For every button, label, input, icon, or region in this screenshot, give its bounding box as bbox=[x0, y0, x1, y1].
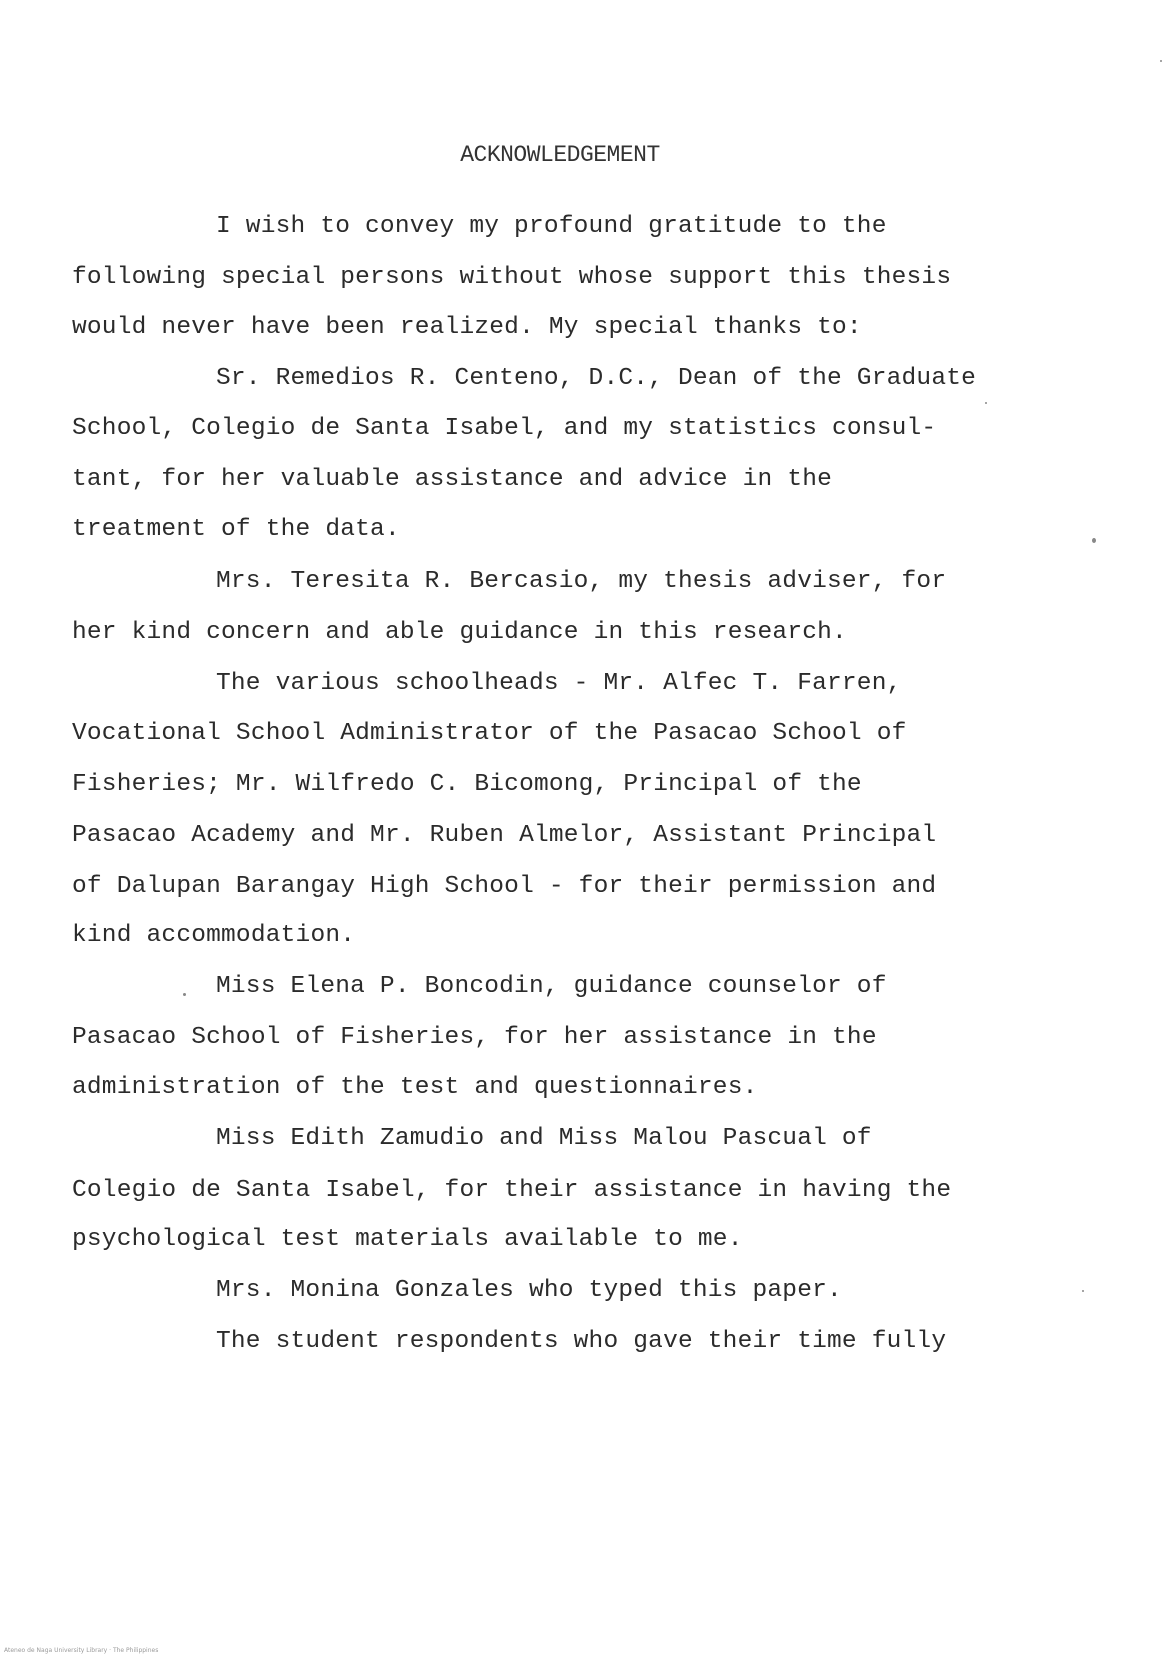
text-line: I wish to convey my profound gratitude to the bbox=[216, 213, 887, 240]
text-line: Pasacao Academy and Mr. Ruben Almelor, Assistant Principal bbox=[72, 822, 937, 849]
text-line: following special persons without whose support this thesis bbox=[72, 264, 952, 291]
scan-speck bbox=[1160, 60, 1162, 62]
text-line: Vocational School Administrator of the Pasacao School of bbox=[72, 720, 907, 747]
text-line: Colegio de Santa Isabel, for their assistance in having the bbox=[72, 1177, 952, 1204]
scan-speck bbox=[1092, 538, 1096, 543]
text-line: The student respondents who gave their time fully bbox=[216, 1328, 947, 1355]
text-line: would never have been realized. My special thanks to: bbox=[72, 314, 862, 341]
text-line: kind accommodation. bbox=[72, 922, 356, 949]
text-line: administration of the test and questionnaires. bbox=[72, 1074, 758, 1101]
scan-speck bbox=[183, 993, 186, 996]
scan-footer: Ateneo de Naga University Library · The Philippines bbox=[4, 1647, 159, 1654]
page-title: ACKNOWLEDGEMENT bbox=[460, 142, 660, 168]
scan-speck bbox=[985, 402, 987, 404]
text-line: her kind concern and able guidance in this research. bbox=[72, 619, 847, 646]
text-line: School, Colegio de Santa Isabel, and my statistics consul- bbox=[72, 415, 937, 442]
text-line: Sr. Remedios R. Centeno, D.C., Dean of the Graduate bbox=[216, 365, 977, 392]
text-line: treatment of the data. bbox=[72, 516, 400, 543]
text-line: tant, for her valuable assistance and advice in the bbox=[72, 466, 833, 493]
text-line: Mrs. Teresita R. Bercasio, my thesis adviser, for bbox=[216, 568, 947, 595]
text-line: of Dalupan Barangay High School - for their permission and bbox=[72, 873, 937, 900]
scan-speck bbox=[1082, 1290, 1084, 1292]
text-line: psychological test materials available to me. bbox=[72, 1226, 743, 1253]
text-line: Miss Elena P. Boncodin, guidance counselor of bbox=[216, 973, 887, 1000]
text-line: Mrs. Monina Gonzales who typed this paper. bbox=[216, 1277, 842, 1304]
text-line: Fisheries; Mr. Wilfredo C. Bicomong, Principal of the bbox=[72, 771, 862, 798]
text-line: Pasacao School of Fisheries, for her assistance in the bbox=[72, 1024, 877, 1051]
text-line: The various schoolheads - Mr. Alfec T. Farren, bbox=[216, 670, 902, 697]
text-line: Miss Edith Zamudio and Miss Malou Pascual of bbox=[216, 1125, 872, 1152]
